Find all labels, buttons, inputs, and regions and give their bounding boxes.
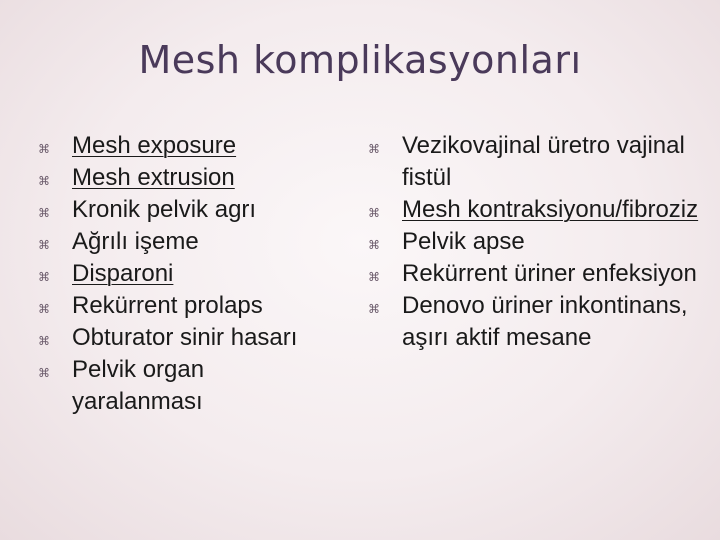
looped-square-icon: ⌘	[38, 206, 50, 220]
looped-square-icon: ⌘	[368, 206, 380, 220]
list-item-text: Pelvik apse	[402, 228, 525, 255]
right-bullet-list	[368, 130, 708, 354]
list-item	[38, 354, 338, 418]
looped-square-icon: ⌘	[38, 174, 50, 188]
list-item	[368, 258, 708, 290]
list-item-text: Disparoni	[72, 260, 174, 287]
list-item-text: Rekürrent prolaps	[72, 292, 263, 319]
looped-square-icon: ⌘	[38, 302, 50, 316]
list-item	[368, 290, 708, 354]
list-item	[38, 290, 338, 322]
list-item	[38, 162, 338, 194]
list-item	[38, 194, 338, 226]
list-item	[368, 194, 708, 226]
looped-square-icon: ⌘	[38, 142, 50, 156]
looped-square-icon: ⌘	[368, 302, 380, 316]
list-item-text: Kronik pelvik agrı	[72, 196, 257, 223]
list-item	[38, 130, 338, 162]
list-item-text: Mesh kontraksiyonu/fibroziz	[402, 196, 699, 223]
list-item-text: Obturator sinir hasarı	[72, 324, 298, 351]
looped-square-icon: ⌘	[38, 366, 50, 380]
list-item	[38, 322, 338, 354]
looped-square-icon: ⌘	[38, 334, 50, 348]
list-item-text: Mesh extrusion	[72, 164, 235, 191]
list-item-text: Vezikovajinal üretro vajinal fistül	[402, 132, 685, 191]
looped-square-icon: ⌘	[368, 142, 380, 156]
looped-square-icon: ⌘	[368, 238, 380, 252]
list-item-text: Pelvik organ yaralanması	[72, 356, 205, 415]
list-item	[38, 226, 338, 258]
list-item	[368, 130, 708, 194]
list-item-text: Denovo üriner inkontinans, aşırı aktif mesane	[402, 292, 688, 351]
list-item-text: Ağrılı işeme	[72, 228, 199, 255]
list-item	[38, 258, 338, 290]
list-item	[368, 226, 708, 258]
list-item-text: Mesh exposure	[72, 132, 237, 159]
slide-title: Mesh komplikasyonları	[138, 38, 582, 82]
looped-square-icon: ⌘	[38, 270, 50, 284]
looped-square-icon: ⌘	[368, 270, 380, 284]
list-item-text: Rekürrent üriner enfeksiyon	[402, 260, 697, 287]
looped-square-icon: ⌘	[38, 238, 50, 252]
left-bullet-list	[38, 130, 338, 418]
